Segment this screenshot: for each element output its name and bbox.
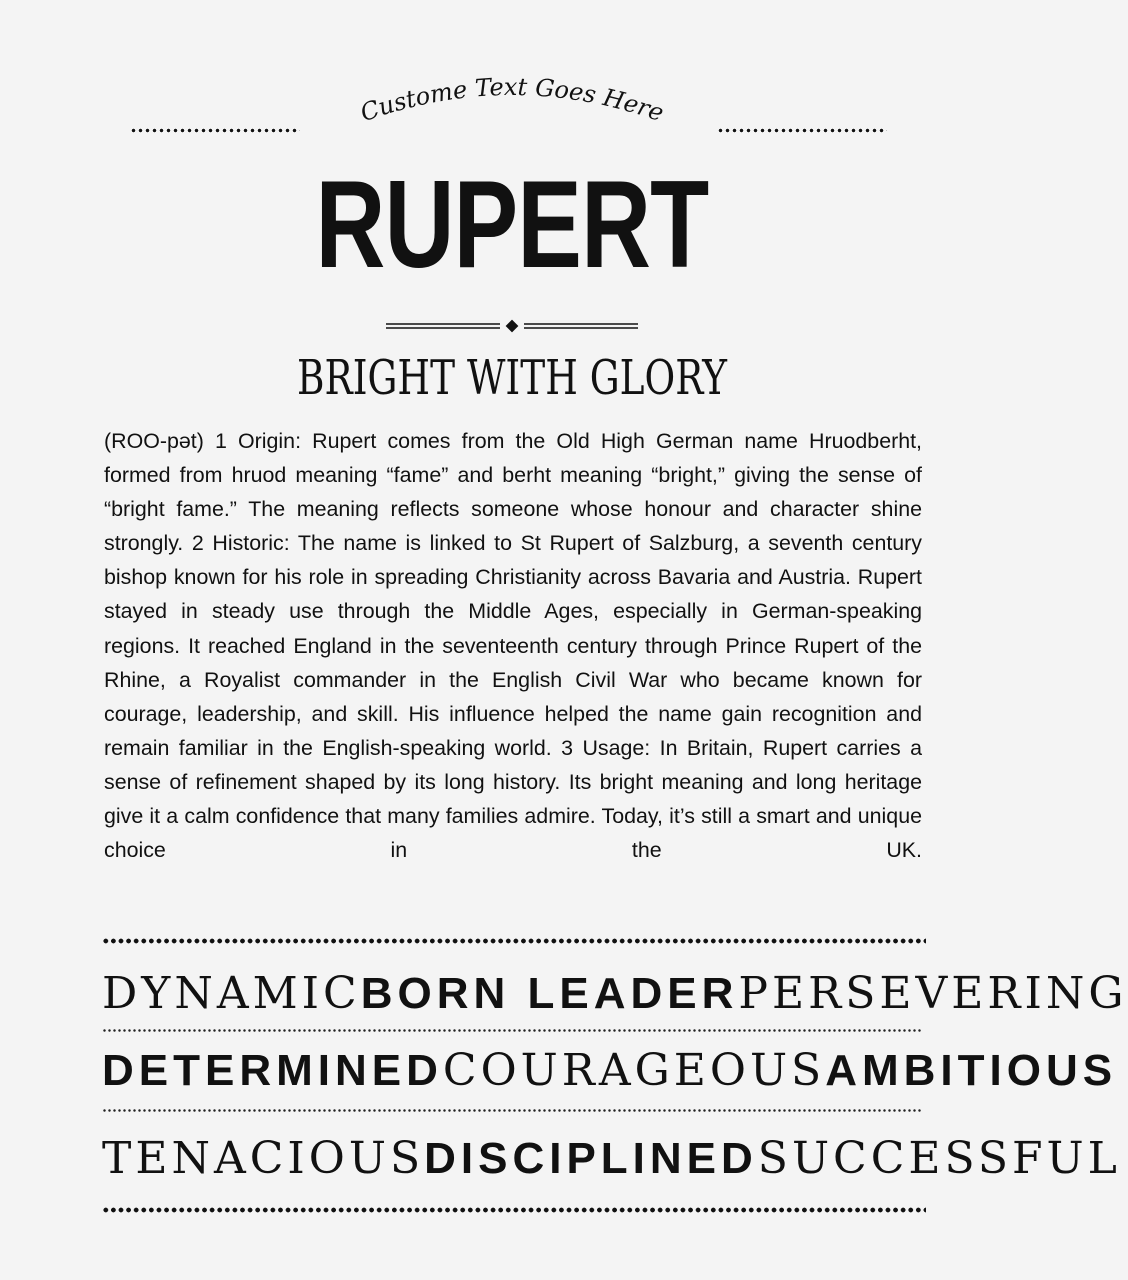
trait-word: AMBITIOUS — [825, 1046, 1118, 1095]
trait-word: BORN LEADER — [360, 969, 739, 1018]
traits-row-separator-2 — [102, 1109, 922, 1112]
trait-word: DETERMINED — [102, 1046, 443, 1095]
trait-word: PERSEVERING — [738, 968, 1128, 1019]
name-description: (ROO-pət) 1 Origin: Rupert comes from the Old High German name Hruodberht, formed from hruod meaning “fame” and berht meaning “bright,” giving the sense of “bright fame.” The meaning reflects someone whose honour and character shine strongly. 2 Historic: The name is linked to St Rupert of Salzburg, a seventh century bishop known for his role in spreading Christianity across Bavaria and Austria. Rupert stayed in steady use through the Middle Ages, especially in German-speaking regions. It reached England in the seventeenth century through Prince Rupert of the Rhine, a Royalist commander in the English Civil War who became known for courage, leadership, and skill. His influence helped the name gain recognition and remain familiar in the English-speaking world. 3 Usage: In Britain, Rupert carries a sense of refinement shaped by its long history. Its bright meaning and long heritage give it a calm confidence that many families admire. Today, it’s still a smart and unique choice in the UK. — [104, 429, 922, 863]
traits-top-separator — [102, 938, 926, 944]
top-right-dotted-line — [717, 128, 887, 133]
trait-row-1 — [102, 966, 1128, 1022]
name-title: RUPERT — [315, 156, 709, 294]
trait-word: DYNAMIC — [102, 968, 361, 1019]
trait-word: DISCIPLINED — [424, 1134, 758, 1183]
custom-text-arc — [330, 70, 694, 150]
diamond-icon — [506, 320, 519, 333]
traits-row-separator-1 — [102, 1029, 922, 1032]
ornamental-divider — [386, 317, 638, 335]
top-left-dotted-line — [130, 128, 300, 133]
trait-word: TENACIOUS — [102, 1133, 425, 1184]
trait-word: SUCCESSFUL — [757, 1133, 1121, 1184]
trait-word: COURAGEOUS — [442, 1045, 826, 1096]
trait-row-3 — [102, 1131, 1121, 1187]
trait-row-2 — [102, 1043, 1118, 1099]
name-meaning: BRIGHT WITH GLORY — [297, 350, 727, 406]
custom-text-label: Custome Text Goes Here — [356, 72, 668, 128]
traits-bottom-separator — [102, 1207, 926, 1213]
